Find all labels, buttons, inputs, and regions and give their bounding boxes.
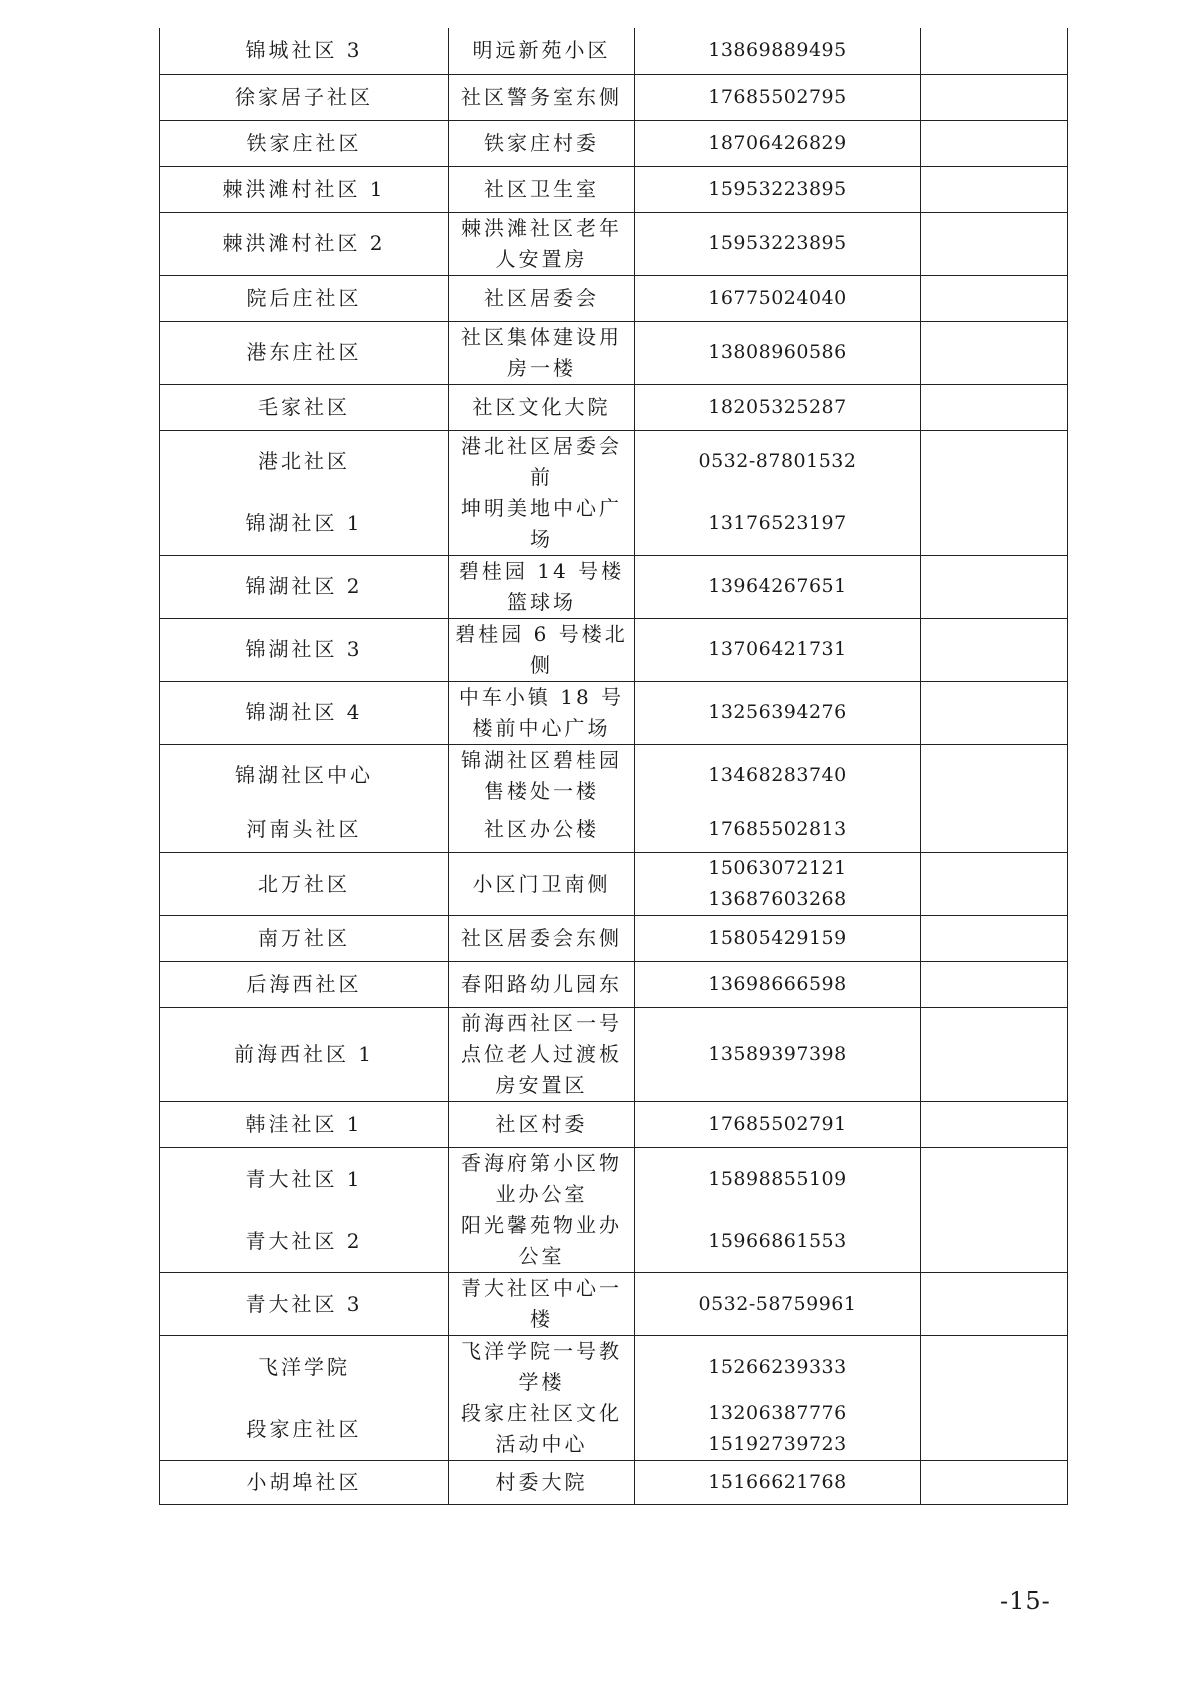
phone-cell [635,1008,921,1102]
phone-cell [635,1461,921,1505]
phone-number-secondary: 15192739723 [708,1433,847,1455]
location-cell: 段家庄社区文化活动中心 [449,1398,635,1461]
location-cell: 村委大院 [449,1461,635,1505]
table-row [160,853,1068,916]
blank-cell [921,1148,1068,1211]
table-row [160,1008,1068,1102]
phone-number: 13964267651 [708,575,847,597]
phone-cell [635,555,921,618]
community-cell: 后海西社区 [160,962,449,1008]
blank-cell [921,321,1068,384]
phone-cell [635,166,921,212]
phone-cell [635,1336,921,1399]
table-row [160,1102,1068,1148]
table-row [160,166,1068,212]
phone-number: 15966861553 [708,1229,847,1252]
community-cell: 铁家庄社区 [160,120,449,166]
community-cell: 锦湖社区 3 [160,618,449,681]
table-row [160,1273,1068,1336]
blank-cell [921,853,1068,916]
phone-number: 13206387776 [708,1402,847,1424]
community-cell: 韩洼社区 1 [160,1102,449,1148]
location-cell: 小区门卫南侧 [449,853,635,916]
phone-cell [635,1273,921,1336]
phone-cell [635,916,921,962]
table-row [160,74,1068,120]
location-cell: 社区警务室东侧 [449,74,635,120]
community-cell: 北万社区 [160,853,449,916]
table-row [160,1148,1068,1211]
phone-cell [635,120,921,166]
location-cell: 春阳路幼儿园东 [449,962,635,1008]
community-cell: 青大社区 2 [160,1210,449,1273]
table-row [160,430,1068,493]
community-cell: 棘洪滩村社区 1 [160,166,449,212]
phone-number: 15953223895 [708,232,847,254]
phone-number: 15063072121 [708,857,847,879]
community-cell: 青大社区 1 [160,1148,449,1211]
community-cell: 青大社区 3 [160,1273,449,1336]
location-cell: 阳光馨苑物业办公室 [449,1210,635,1273]
phone-cell [635,962,921,1008]
community-cell: 锦湖社区 4 [160,681,449,744]
table-row [160,962,1068,1008]
phone-cell [635,681,921,744]
blank-cell [921,493,1068,556]
phone-cell [635,28,921,74]
community-cell: 锦湖社区 2 [160,555,449,618]
table-row [160,212,1068,275]
blank-cell [921,430,1068,493]
blank-cell [921,618,1068,681]
phone-number: 0532-87801532 [698,450,857,472]
table-row [160,744,1068,807]
location-cell: 港北社区居委会前 [449,430,635,493]
phone-number: 18706426829 [708,131,847,154]
community-cell: 锦湖社区 1 [160,493,449,556]
table-row [160,618,1068,681]
blank-cell [921,1102,1068,1148]
table-body [160,28,1068,1505]
community-cell: 徐家居子社区 [160,74,449,120]
location-cell: 飞洋学院一号教学楼 [449,1336,635,1399]
location-cell: 香海府第小区物业办公室 [449,1148,635,1211]
location-cell: 碧桂园 14 号楼篮球场 [449,555,635,618]
community-cell: 港东庄社区 [160,321,449,384]
community-cell: 院后庄社区 [160,275,449,321]
phone-number: 15953223895 [708,177,847,200]
phone-cell [635,1148,921,1211]
phone-cell [635,212,921,275]
phone-number: 13698666598 [708,973,847,995]
blank-cell [921,1210,1068,1273]
location-cell: 前海西社区一号点位老人过渡板房安置区 [449,1008,635,1102]
table-row [160,275,1068,321]
blank-cell [921,166,1068,212]
phone-number: 13589397398 [708,1043,847,1065]
location-cell: 棘洪滩社区老年人安置房 [449,212,635,275]
blank-cell [921,807,1068,853]
community-cell: 锦城社区 3 [160,28,449,74]
blank-cell [921,555,1068,618]
table-row [160,384,1068,430]
phone-cell [635,384,921,430]
blank-cell [921,1008,1068,1102]
phone-cell [635,74,921,120]
location-cell: 坤明美地中心广场 [449,493,635,556]
phone-cell [635,321,921,384]
phone-number: 16775024040 [708,286,847,309]
table-row [160,321,1068,384]
location-cell: 社区居委会东侧 [449,916,635,962]
community-cell: 小胡埠社区 [160,1461,449,1505]
blank-cell [921,1461,1068,1505]
phone-cell [635,1210,921,1273]
table-row [160,493,1068,556]
table-row [160,555,1068,618]
phone-number: 17685502813 [708,817,847,840]
table-row [160,1461,1068,1505]
phone-cell [635,430,921,493]
location-cell: 碧桂园 6 号楼北侧 [449,618,635,681]
page-number: -15- [1000,1587,1051,1615]
phone-cell [635,744,921,807]
phone-number-secondary: 13687603268 [708,888,847,910]
phone-cell [635,1102,921,1148]
community-cell: 前海西社区 1 [160,1008,449,1102]
location-cell: 锦湖社区碧桂园售楼处一楼 [449,744,635,807]
community-cell: 棘洪滩村社区 2 [160,212,449,275]
phone-number: 13706421731 [708,638,847,660]
blank-cell [921,1336,1068,1399]
phone-number: 17685502791 [708,1113,847,1135]
location-cell: 社区文化大院 [449,384,635,430]
phone-number: 18205325287 [708,395,847,418]
phone-number: 0532-58759961 [698,1292,857,1315]
phone-cell [635,807,921,853]
phone-number: 13869889495 [708,39,847,62]
phone-number: 13808960586 [708,341,847,363]
location-cell: 铁家庄村委 [449,120,635,166]
phone-number: 13468283740 [708,764,847,786]
location-cell: 社区卫生室 [449,166,635,212]
community-cell: 南万社区 [160,916,449,962]
blank-cell [921,744,1068,807]
table-row [160,1336,1068,1399]
table-row [160,1210,1068,1273]
location-cell: 青大社区中心一楼 [449,1273,635,1336]
phone-number: 15898855109 [708,1167,847,1190]
community-cell: 毛家社区 [160,384,449,430]
blank-cell [921,275,1068,321]
testing-sites-table [159,28,1068,1505]
community-cell: 段家庄社区 [160,1398,449,1461]
location-cell: 社区集体建设用房一楼 [449,321,635,384]
phone-number: 17685502795 [708,85,847,108]
location-cell: 社区办公楼 [449,807,635,853]
blank-cell [921,916,1068,962]
community-cell: 港北社区 [160,430,449,493]
phone-cell [635,853,921,916]
location-cell: 社区村委 [449,1102,635,1148]
phone-number: 15166621768 [708,1471,847,1493]
table-row [160,681,1068,744]
table-row [160,916,1068,962]
blank-cell [921,120,1068,166]
blank-cell [921,384,1068,430]
blank-cell [921,1273,1068,1336]
blank-cell [921,212,1068,275]
community-cell: 河南头社区 [160,807,449,853]
table-row [160,1398,1068,1461]
phone-number: 15805429159 [708,927,847,949]
blank-cell [921,681,1068,744]
table-row [160,120,1068,166]
blank-cell [921,28,1068,74]
phone-number: 13176523197 [708,512,847,534]
phone-number: 13256394276 [708,701,847,723]
location-cell: 中车小镇 18 号楼前中心广场 [449,681,635,744]
phone-cell [635,275,921,321]
table-row [160,28,1068,74]
community-cell: 锦湖社区中心 [160,744,449,807]
blank-cell [921,962,1068,1008]
phone-cell [635,618,921,681]
phone-cell [635,1398,921,1461]
location-cell: 明远新苑小区 [449,28,635,74]
location-cell: 社区居委会 [449,275,635,321]
blank-cell [921,1398,1068,1461]
blank-cell [921,74,1068,120]
table-row [160,807,1068,853]
community-cell: 飞洋学院 [160,1336,449,1399]
phone-cell [635,493,921,556]
phone-number: 15266239333 [708,1355,847,1378]
